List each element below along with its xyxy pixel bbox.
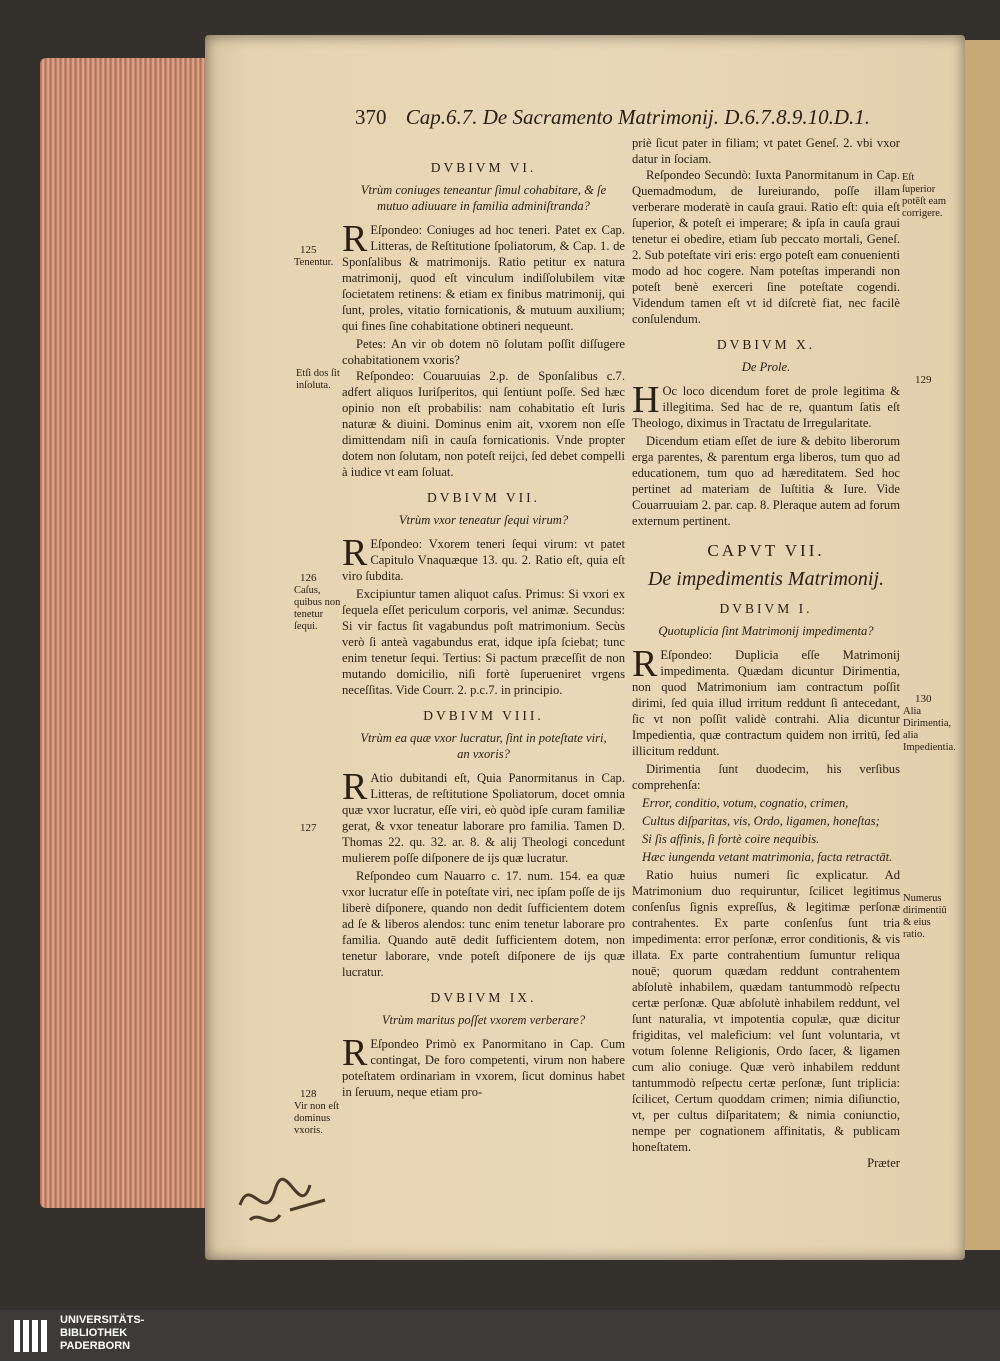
- text-column-right: [632, 135, 900, 1171]
- margin-number-126: 126: [300, 572, 317, 584]
- margin-number-128: 128: [300, 1088, 317, 1100]
- dubium-9-continuation: priè ſicut pater in filiam; vt patet Geneſ. 2. vbi vxor datur in ſociam.: [632, 136, 900, 166]
- margin-note-etsi: Etſi dos ſit inſoluta.: [296, 368, 340, 391]
- library-name-line: PADERBORN: [60, 1340, 131, 1352]
- facing-page-strip: [965, 40, 1000, 1250]
- margin-note-vir: Vir non eſt dominus vxoris.: [294, 1101, 339, 1136]
- library-name: [60, 1314, 144, 1353]
- dubium-8-question: Vtrùm ea quæ vxor lucratur, ſint in poteſtate viri, an vxoris?: [360, 731, 607, 761]
- dubium-6-reply: Reſpondeo: Couaruuias 2.p. de Sponſalibus c.7. adfert aliquos Iuriſperitos, qui ſentiunt poſſe. Sed hæc opinio non eſt probabilis: nam cohabitatio eſt Iuris naturæ & diuini. Dominus enim ait, vxorem non eſſe dimittendam niſi in cauſa fornicationis. Vnde propter dotem non ſolutam, non poteſt reijci, ſed debet compelli à iudice vt eam ſoluat.: [342, 369, 625, 479]
- margin-note-superior: Eſt ſuperior potēſt eam corrigere.: [902, 172, 947, 219]
- ratio-paragraph: Ratio huius numeri ſic explicatur. Ad Matrimonium duo requiruntur, ſcilicet legitimus conſenſus ſignis expreſſus, & legitimæ perſonæ contrahentes. Ex parte conſenſus ſunt tria impedimenta: error perſonæ, error conditionis, & vis illata. Ex parte contrahentium ſumuntur reliqua nouē; quorum quædam reddunt contrahentem abſolutè inhabilem, quædam tantummodò reſpectu certæ perſonæ. Quæ abſolutè inhabilem reddunt, vel ſunt naturalia, vt impotentia copulæ, quæ dicitur frigiditas, vel maleficium: vel ſunt voluntaria, vt votum ſolenne Religionis, Ordo ſacer, & ligamen cum alio coniuge. Quæ verò inhabilem reddunt tantummodò reſpectu certæ perſonæ, ſunt triplicia: ſcilicet, Certum quoddam crimen; nimia diſiunctio, vt, per cultus diſparitatem; & nimia coniunctio, nempe per cognationem affinitatis, & publicam honeſtatem.: [632, 868, 900, 1154]
- dubium-10-text: Oc loco dicendum foret de prole legitima & illegitima. Sed hac de re, quantum ſatis eſt Theologo, diximus in Tractatu de Irregularitate.: [632, 384, 900, 430]
- margin-note-numerus: Numerus dirimentiū & eius ratio.: [903, 893, 947, 940]
- catchword: Præter: [867, 1156, 900, 1170]
- dubium-6-question: Vtrùm coniuges teneantur ſimul cohabitare, & ſe mutuo adiuuare in familia adminiſtranda?: [360, 183, 607, 213]
- verse-line: Cultus diſparitas, vis, Ordo, ligamen, honeſtas;: [642, 814, 880, 828]
- dubium-7-answer: Eſpondeo: Vxorem teneri ſequi virum: vt patet Capitulo Vnaquæque 13. qu. 2. Ratio eſt, quia eſt viro ſubdita.: [342, 537, 625, 583]
- drop-cap: H: [632, 379, 660, 421]
- library-footer: [0, 1310, 1000, 1361]
- dubium-8-title: DVBIVM VIII.: [423, 708, 544, 723]
- dubium-6-objection: Petes: An vir ob dotem nō ſolutam poſſit diſſugere cohabitationem vxoris?: [342, 337, 625, 367]
- dubium-7-title: DVBIVM VII.: [427, 490, 540, 505]
- verse-line: Si ſis affinis, ſi fortè coire nequibis.: [642, 832, 820, 846]
- dubium-9-question: Vtrùm maritus poſſet vxorem verberare?: [381, 1013, 586, 1027]
- page-number: 370: [355, 105, 387, 129]
- dubium-7-exceptions: Excipiuntur tamen aliquot caſus. Primus: Si vxori ex ſequela eſſet periculum corporis, vel animæ. Secundus: Si vir factus ſit vagabundus poſt matrimonium. Secùs verò ſi anteà vagabundus erat, idque ipſa ſciebat; tunc enim tenetur ſequi. Tertius: Si pactum præceſſit de non mutando domicilio, niſi fortè ſuperueniret vrgens neceſſitas. Vide Courr. 2. p.c.7. in principio.: [342, 587, 625, 697]
- dubium-10-text-2: Dicendum etiam eſſet de iure & debito liberorum erga parentes, & parentum erga liberos, tum quo ad educationem, tum quo ad hæreditatem. Sed hoc pertinet ad materiam de Iuſtitia & Iure. Vide Couarruuiam 2. par. cap. 8. Pleraque autem ad forum externum pertinent.: [632, 434, 900, 528]
- drop-cap: R: [342, 1032, 368, 1074]
- dubium-8-answer: Reſpondeo cum Nauarro c. 17. num. 154. ea quæ vxor lucratur eſſe in poteſtate viri, nec ipſam poſſe de ijs liberè diſponere, quando non dedit ſufficientem dotem ad ſe & liberos alendos: tunc enim tenetur laborare pro familia. Quando autē dedit ſufficientem dotem, non tenetur laborare, vnde poteſt diſponere de ijs quæ lucratur.: [342, 869, 625, 979]
- margin-note-alia: Alia Dirimentia, alia Impedientia.: [903, 706, 956, 753]
- dubium-6-title: DVBIVM VI.: [430, 160, 537, 175]
- text-column-left: [342, 150, 625, 1102]
- chapter-dubium-1-title: DVBIVM I.: [719, 601, 813, 616]
- library-name-line: BIBLIOTHEK: [60, 1327, 128, 1339]
- running-title: Cap.6.7. De Sacramento Matrimonij. D.6.7.8.9.10.D.1.: [405, 105, 871, 129]
- running-header: [355, 105, 945, 130]
- drop-cap: R: [342, 532, 368, 574]
- margin-number-129: 129: [915, 374, 932, 386]
- margin-number-130: 130: [915, 693, 932, 705]
- dubium-9-title: DVBIVM IX.: [430, 990, 537, 1005]
- dubium-6-answer: Eſpondeo: Coniuges ad hoc teneri. Patet ex Cap. Litteras, de Reſtitutione ſpoliatorum, & Cap. 1. de Sponſalibus & matrimonijs. Ratio petitur ex natura matrimonij, quod eſt vinculum indiſſolubilem vitæ ſocietatem retinens: & etiam ex finibus matrimonij, qui ſunt, proles, vitatio fornicationis, & mutuum auxilium; qui fines ſine cohabitatione obtineri nequeunt.: [342, 223, 625, 333]
- drop-cap: R: [632, 643, 658, 685]
- margin-note-tenentur: Tenentur.: [294, 257, 334, 268]
- chapter-subtitle: De impedimentis Matrimonij.: [647, 568, 885, 590]
- dubium-10-question: De Prole.: [741, 360, 791, 374]
- margin-number-127: 127: [300, 822, 317, 834]
- dubium-7-question: Vtrùm vxor teneatur ſequi virum?: [398, 513, 569, 527]
- dubium-9-second-answer: Reſpondeo Secundò: Iuxta Panormitanum in Cap. Quemadmodum, de Iureiurando, poſſe illam verberare moderatè in cauſa graui. Ratio eſt: quia eſt ſuperior, & poteſt ei imperare; & ipſa in cauſa graui tenetur ei obedire, etiam ſub peccato mortali, Geneſ. 2. Sub poteſtate viri eris: ergo poteſt eam conuenienti modo ad hoc cogere. Nam poteſtas imperandi non poteſt benè exerceri ſine poteſtate cogendi. Videndum tamen eſt vt id diſcretè fiat, nec facilè conſulendum.: [632, 168, 900, 326]
- chapter-dubium-1-question: Quotuplicia ſint Matrimonij impedimenta?: [658, 624, 874, 638]
- library-logo-icon: [12, 1316, 52, 1356]
- margin-number-125: 125: [300, 244, 317, 256]
- dirimentia-intro: Dirimentia ſunt duodecim, his verſibus comprehenſa:: [632, 762, 900, 792]
- drop-cap: R: [342, 218, 368, 260]
- page-edge: [40, 58, 230, 1208]
- dubium-10-title: DVBIVM X.: [716, 337, 816, 352]
- chapter-dubium-1-answer: Eſpondeo: Duplicia eſſe Matrimonij impedimenta. Quædam dicuntur Dirimentia, non quod Matrimonium iam contractum poſſit dirimi, ſed quia illud irritum reddunt ſi antecedant, ſic vt non poſſit validè contrahi. Alia dicuntur Impedientia, quæ contractum quidem non irritū, ſed illicitum reddunt.: [632, 648, 900, 758]
- drop-cap: R: [342, 766, 368, 808]
- margin-note-casus: Caſus, quibus non tenetur ſequi.: [294, 585, 341, 632]
- verse-line: Hæc iungenda vetant matrimonia, facta retractāt.: [642, 850, 893, 864]
- chapter-title: CAPVT VII.: [707, 541, 825, 560]
- dubium-8-reason: Atio dubitandi eſt, Quia Panormitanus in Cap. Litteras, de reſtitutione Spoliatorum, docet omnia quæ vxor lucratur, eſſe viri, eò quòd ipſe curam familiæ gerat, & vxor teneatur laborare pro familia. Tamen D. Thomas 22. qu. 32. ar. 8. & alij Theologi concedunt mulierem poſſe diſponere de ijs quæ lucratur.: [342, 771, 625, 865]
- ink-scribble: [230, 1165, 340, 1235]
- verse-line: Error, conditio, votum, cognatio, crimen,: [642, 796, 849, 810]
- library-name-line: UNIVERSITÄTS-: [60, 1314, 145, 1326]
- dubium-9-answer: Eſpondeo Primò ex Panormitano in Cap. Cum contingat, De foro competenti, virum non habere poteſtatem ordinariam in vxorem, ſicut dominus habet in ſeruum, neque etiam pro-: [342, 1037, 625, 1099]
